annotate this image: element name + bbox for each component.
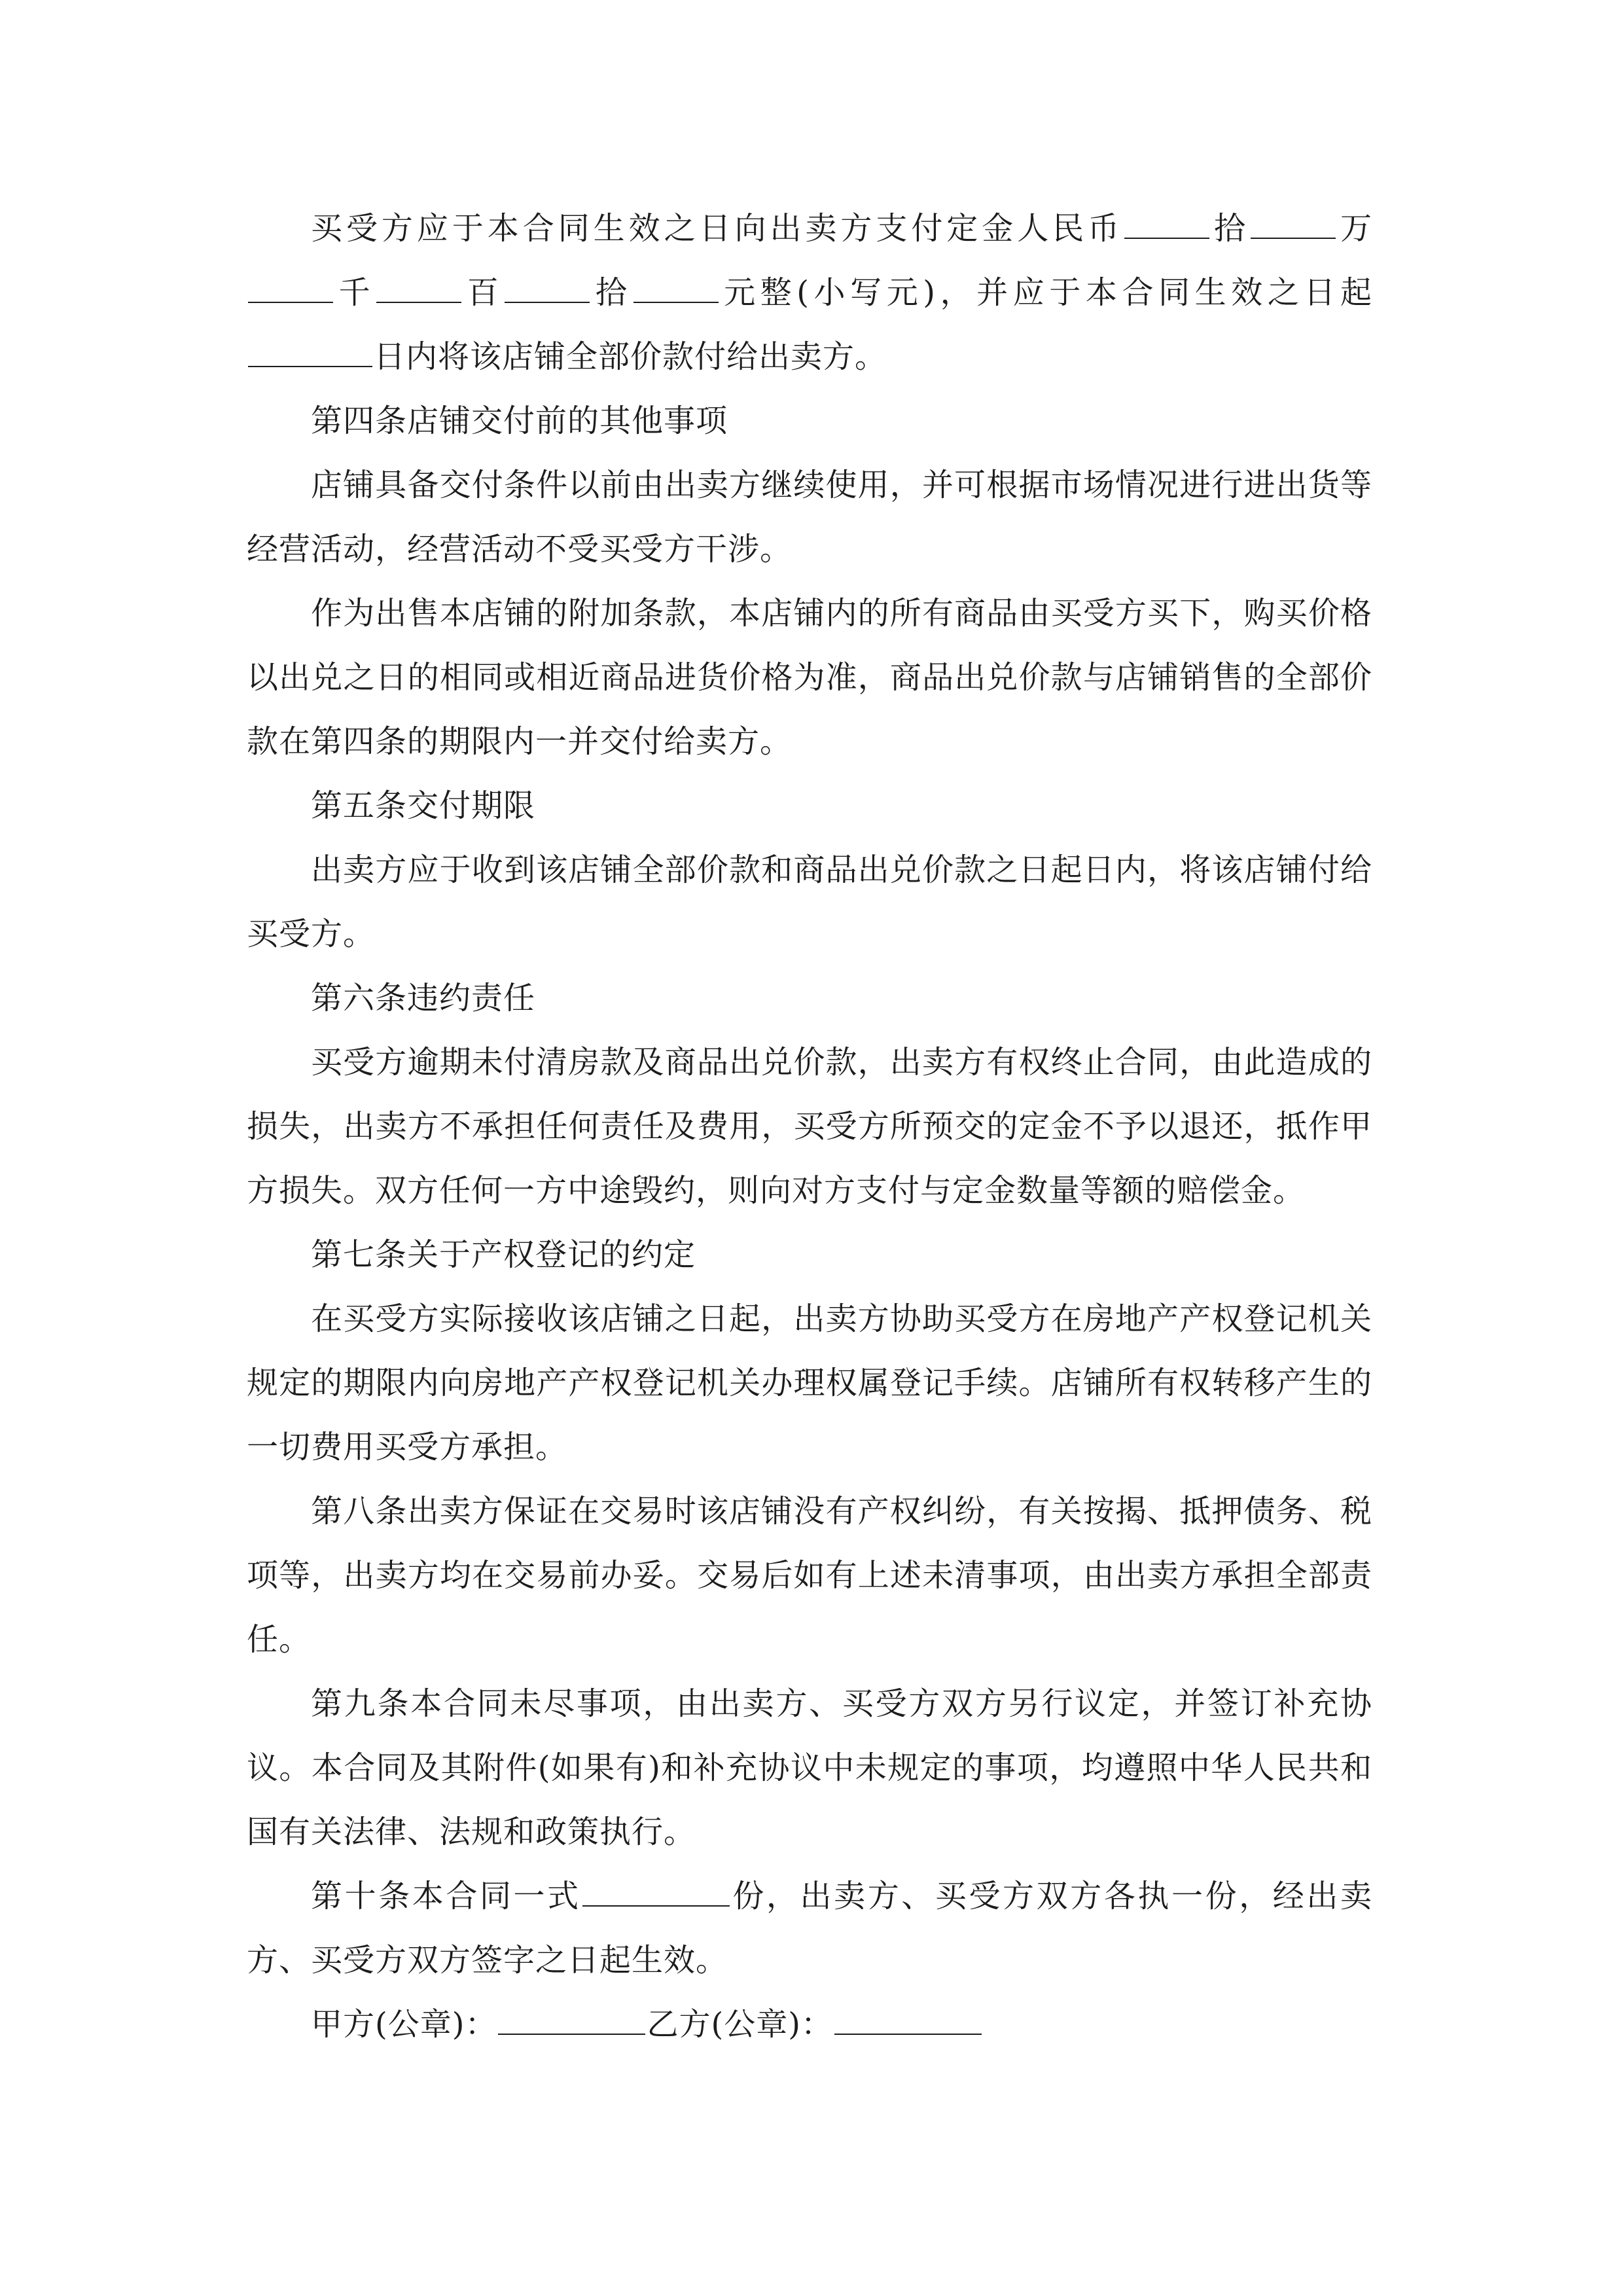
amount-blank-shi-wan[interactable] <box>1124 237 1209 239</box>
unit-shi-2: 拾 <box>591 274 632 311</box>
article-7-title: 第七条关于产权登记的约定 <box>311 1236 696 1273</box>
unit-qian: 千 <box>334 274 376 311</box>
article-10-paragraph <box>247 1864 1372 1992</box>
amount-blank-bai[interactable] <box>376 301 461 303</box>
article-10-tail: 份，出卖方、买受方双方各执一份，经出卖方、买受方双方签字之日起生效。 <box>247 1878 1372 1979</box>
party-b-seal-blank[interactable] <box>834 2033 982 2035</box>
article-5-title: 第五条交付期限 <box>311 787 536 824</box>
payment-after-units: 元整(小写元)，并应于本合同生效之日起 <box>719 274 1372 311</box>
signature-line <box>247 1992 1372 2056</box>
article-6-paragraph: 买受方逾期未付清房款及商品出兑价款，出卖方有权终止合同，由此造成的损失，出卖方不承担任何责任及费用，买受方所预交的定金不予以退还，抵作甲方损失。双方任何一方中途毁约，则向对方支付与定金数量等额的赔偿金。 <box>247 1044 1372 1209</box>
copies-blank[interactable] <box>582 1905 730 1907</box>
amount-blank-shi[interactable] <box>505 301 590 303</box>
contract-page <box>247 196 1372 2056</box>
payment-clause <box>247 196 1372 389</box>
article-8-paragraph: 第八条出卖方保证在交易时该店铺没有产权纠纷，有关按揭、抵押债务、税项等，出卖方均在交易前办妥。交易后如有上述未清事项，由出卖方承担全部责任。 <box>247 1493 1372 1658</box>
article-10-head: 第十条本合同一式 <box>311 1878 581 1914</box>
payment-days-blank[interactable] <box>248 365 372 367</box>
amount-blank-wan[interactable] <box>1251 237 1336 239</box>
amount-blank-qian[interactable] <box>248 301 333 303</box>
article-4-paragraph-2: 作为出售本店铺的附加条款，本店铺内的所有商品由买受方买下，购买价格以出兑之日的相同或相近商品进货价格为准，商品出兑价款与店铺销售的全部价款在第四条的期限内一并交付给卖方。 <box>247 595 1372 760</box>
payment-clause-text: 买受方应于本合同生效之日向出卖方支付定金人民币 <box>311 210 1124 247</box>
article-7-paragraph: 在买受方实际接收该店铺之日起，出卖方协助买受方在房地产产权登记机关规定的期限内向房地产产权登记机关办理权属登记手续。店铺所有权转移产生的一切费用买受方承担。 <box>247 1300 1372 1465</box>
article-9-paragraph: 第九条本合同未尽事项，由出卖方、买受方双方另行议定，并签订补充协议。本合同及其附件(如果有)和补充协议中未规定的事项，均遵照中华人民共和国有关法律、法规和政策执行。 <box>247 1685 1372 1850</box>
party-a-label: 甲方(公章)： <box>311 2006 497 2043</box>
payment-tail: 日内将该店铺全部价款付给出卖方。 <box>374 338 887 375</box>
unit-wan: 万 <box>1337 210 1372 247</box>
article-4-title: 第四条店铺交付前的其他事项 <box>311 403 728 439</box>
unit-shi-1: 拾 <box>1211 210 1249 247</box>
article-6-title: 第六条违约责任 <box>311 980 536 1016</box>
amount-blank-yuan[interactable] <box>633 301 719 303</box>
unit-bai: 百 <box>463 274 504 311</box>
article-5-paragraph: 出卖方应于收到该店铺全部价款和商品出兑价款之日起日内，将该店铺付给买受方。 <box>247 852 1372 952</box>
article-4-paragraph-1: 店铺具备交付条件以前由出卖方继续使用，并可根据市场情况进行进出货等经营活动，经营活动不受买受方干涉。 <box>247 467 1372 567</box>
party-b-label: 乙方(公章)： <box>647 2006 833 2043</box>
party-a-seal-blank[interactable] <box>498 2033 645 2035</box>
